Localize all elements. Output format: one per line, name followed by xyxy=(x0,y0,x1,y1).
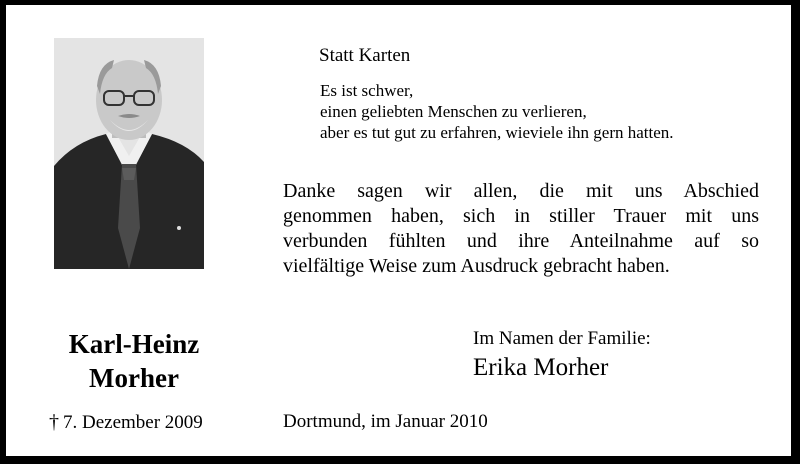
portrait-photo xyxy=(54,38,204,269)
death-date-line xyxy=(49,411,203,434)
thanks-line: vielfältige Weise zum Ausdruck gebracht haben. xyxy=(283,255,670,277)
family-label: Im Namen der Familie: xyxy=(473,328,651,349)
deceased-last-name: Morher xyxy=(89,363,179,393)
deceased-name xyxy=(34,327,234,395)
poem-line: einen geliebten Menschen zu verlieren, xyxy=(320,102,587,121)
deceased-first-name: Karl-Heinz xyxy=(68,329,200,359)
portrait-image xyxy=(54,38,204,269)
obituary-card xyxy=(6,5,791,456)
cross-icon: † xyxy=(49,411,59,433)
poem-line: Es ist schwer, xyxy=(320,81,414,100)
signer-name: Erika Morher xyxy=(473,354,609,381)
death-date: 7. Dezember 2009 xyxy=(63,412,203,433)
thanks-line: verbunden fühlten und ihre Anteilnahme auf so xyxy=(283,230,759,252)
thanks-line: genommen haben, sich in stiller Trauer mit uns xyxy=(283,205,759,227)
poem xyxy=(320,80,674,143)
notice-header: Statt Karten xyxy=(319,45,411,66)
thanks-paragraph xyxy=(283,179,759,279)
place-date: Dortmund, im Januar 2010 xyxy=(283,411,488,432)
thanks-line: Danke sagen wir allen, die mit uns Abschied xyxy=(283,180,759,202)
poem-line: aber es tut gut zu erfahren, wieviele ihn gern hatten. xyxy=(320,123,674,142)
